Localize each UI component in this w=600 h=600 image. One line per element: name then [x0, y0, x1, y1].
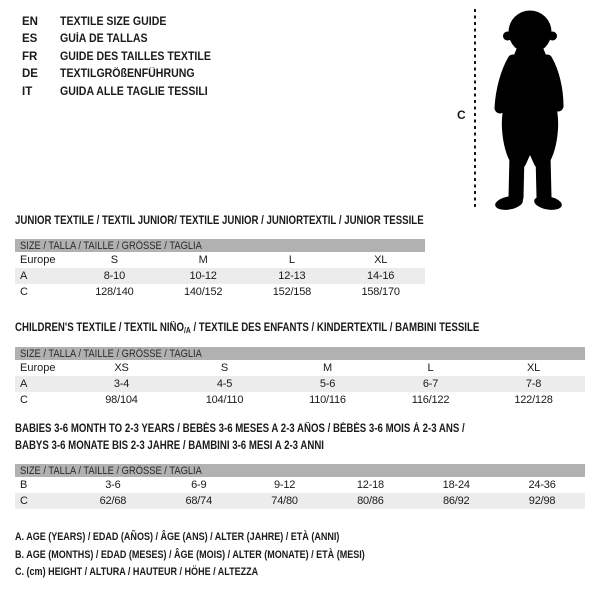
size-cell: 86/92	[442, 495, 470, 507]
row-label: Europe	[20, 362, 56, 374]
note-age-months: B. AGE (MONTHS) / EDAD (MESES) / ÂGE (MOIS) / ALTER (MONATE) / ETÀ (MESI)	[15, 548, 365, 561]
guide-title-es: GUÍA DE TALLAS	[60, 33, 148, 46]
size-cell: 3-4	[113, 378, 130, 390]
size-cell: 116/122	[411, 394, 450, 406]
size-cell: 10-12	[189, 270, 217, 282]
row-label: B	[20, 479, 28, 491]
size-cell: 7-8	[525, 378, 542, 390]
size-header-label: SIZE / TALLA / TAILLE / GRÖSSE / TAGLIA	[20, 464, 202, 477]
size-cell: 24-36	[528, 479, 556, 491]
children-title-prefix: CHILDREN'S TEXTILE / TEXTIL NIÑO	[15, 322, 185, 334]
size-cell: 152/158	[272, 286, 312, 298]
table-row	[15, 268, 425, 284]
size-cell: 104/110	[205, 394, 244, 406]
size-cell: 68/74	[185, 495, 212, 507]
size-cell: L	[427, 362, 434, 374]
size-header-label: SIZE / TALLA / TAILLE / GRÖSSE / TAGLIA	[20, 347, 202, 360]
size-cell: 80/86	[357, 495, 384, 507]
lang-code: FR	[22, 50, 38, 63]
size-header-label: SIZE / TALLA / TAILLE / GRÖSSE / TAGLIA	[20, 239, 202, 252]
babies-size-table	[15, 464, 585, 509]
size-cell: 9-12	[273, 479, 296, 491]
row-label: A	[20, 270, 28, 282]
size-cell: 8-10	[103, 270, 125, 282]
size-cell: L	[288, 254, 295, 266]
size-cell: 3-6	[105, 479, 121, 491]
babies-table-title	[15, 421, 550, 455]
children-table-title	[15, 322, 568, 335]
junior-size-table	[15, 239, 425, 300]
table-row	[15, 252, 425, 268]
guide-title-fr: GUIDE DES TAILLES TEXTILE	[60, 50, 211, 63]
row-label: C	[20, 495, 28, 507]
size-cell: XL	[526, 362, 541, 374]
lang-row-de	[22, 66, 224, 84]
size-cell: XL	[374, 254, 388, 266]
size-cell: 12-13	[278, 270, 306, 282]
language-title-list	[22, 13, 224, 101]
size-cell: 92/98	[528, 495, 556, 507]
junior-table-title: JUNIOR TEXTILE / TEXTIL JUNIOR/ TEXTILE JUNIOR / JUNIORTEXTIL / JUNIOR TESSILE	[15, 215, 424, 227]
table-row	[15, 493, 585, 509]
table-row	[15, 392, 585, 408]
guide-title-en: TEXTILE SIZE GUIDE	[60, 15, 167, 28]
row-label: C	[20, 286, 28, 298]
size-cell: 5-6	[319, 378, 336, 390]
table-row	[15, 284, 425, 300]
lang-row-es	[22, 31, 224, 49]
children-size-table	[15, 347, 585, 408]
guide-title-it: GUIDA ALLE TAGLIE TESSILI	[60, 85, 208, 98]
note-height-cm: C. (cm) HEIGHT / ALTURA / HAUTEUR / HÖHE / ALTEZZA	[15, 566, 259, 578]
lang-row-it	[22, 83, 224, 101]
size-cell: 110/116	[309, 394, 346, 406]
lang-code: IT	[22, 85, 33, 98]
table-row	[15, 477, 585, 493]
size-cell: 74/80	[271, 495, 298, 507]
table-row	[15, 376, 585, 392]
size-cell: 128/140	[95, 286, 134, 298]
size-header-band	[15, 464, 585, 477]
size-cell: M	[323, 362, 332, 374]
size-cell: 14-16	[367, 270, 395, 282]
size-cell: 18-24	[442, 479, 470, 491]
babies-title-line1: BABIES 3-6 MONTH TO 2-3 YEARS / BEBÉS 3-6 MESES A 2-3 AÑOS / BÉBÉS 3-6 MOIS À 2-3 ANS /	[15, 423, 465, 435]
lang-row-en	[22, 13, 224, 31]
legend-notes	[15, 531, 442, 584]
baby-silhouette-icon	[480, 7, 577, 213]
size-cell: 6-7	[422, 378, 439, 390]
size-cell: S	[110, 254, 118, 266]
guide-title-de: TEXTILGRÖßENFÜHRUNG	[60, 68, 195, 81]
note-age-years: A. AGE (YEARS) / EDAD (AÑOS) / ÂGE (ANS) / ALTER (JAHRE) / ETÀ (ANNI)	[15, 531, 340, 543]
size-cell: S	[220, 362, 229, 374]
size-cell: 158/170	[361, 286, 400, 298]
row-label: C	[20, 394, 28, 406]
table-row	[15, 360, 585, 376]
size-header-band	[15, 239, 425, 252]
size-cell: 6-9	[191, 479, 207, 491]
children-title-suffix: / TEXTILE DES ENFANTS / KINDERTEXTIL / BAMBINI TESSILE	[190, 322, 480, 334]
row-label: Europe	[20, 254, 56, 266]
size-cell: 98/104	[105, 394, 138, 406]
lang-code: EN	[22, 15, 38, 28]
size-cell: 122/128	[514, 394, 553, 406]
height-measure-line	[474, 9, 476, 208]
size-cell: 62/68	[99, 495, 127, 507]
babies-title-line2: BABYS 3-6 MONATE BIS 2-3 JAHRE / BAMBINI 3-6 MESI A 2-3 ANNI	[15, 440, 324, 452]
lang-code: DE	[22, 68, 38, 81]
row-label: A	[20, 378, 28, 390]
lang-code: ES	[22, 33, 38, 46]
size-cell: 140/152	[183, 286, 223, 298]
size-header-band	[15, 347, 585, 360]
size-cell: XS	[114, 362, 129, 374]
lang-row-fr	[22, 48, 224, 66]
size-cell: 12-18	[356, 479, 384, 491]
size-cell: 4-5	[216, 378, 233, 390]
size-cell: M	[198, 254, 208, 266]
children-title-sub: /A	[184, 326, 191, 335]
height-measure-label: C	[457, 108, 466, 122]
